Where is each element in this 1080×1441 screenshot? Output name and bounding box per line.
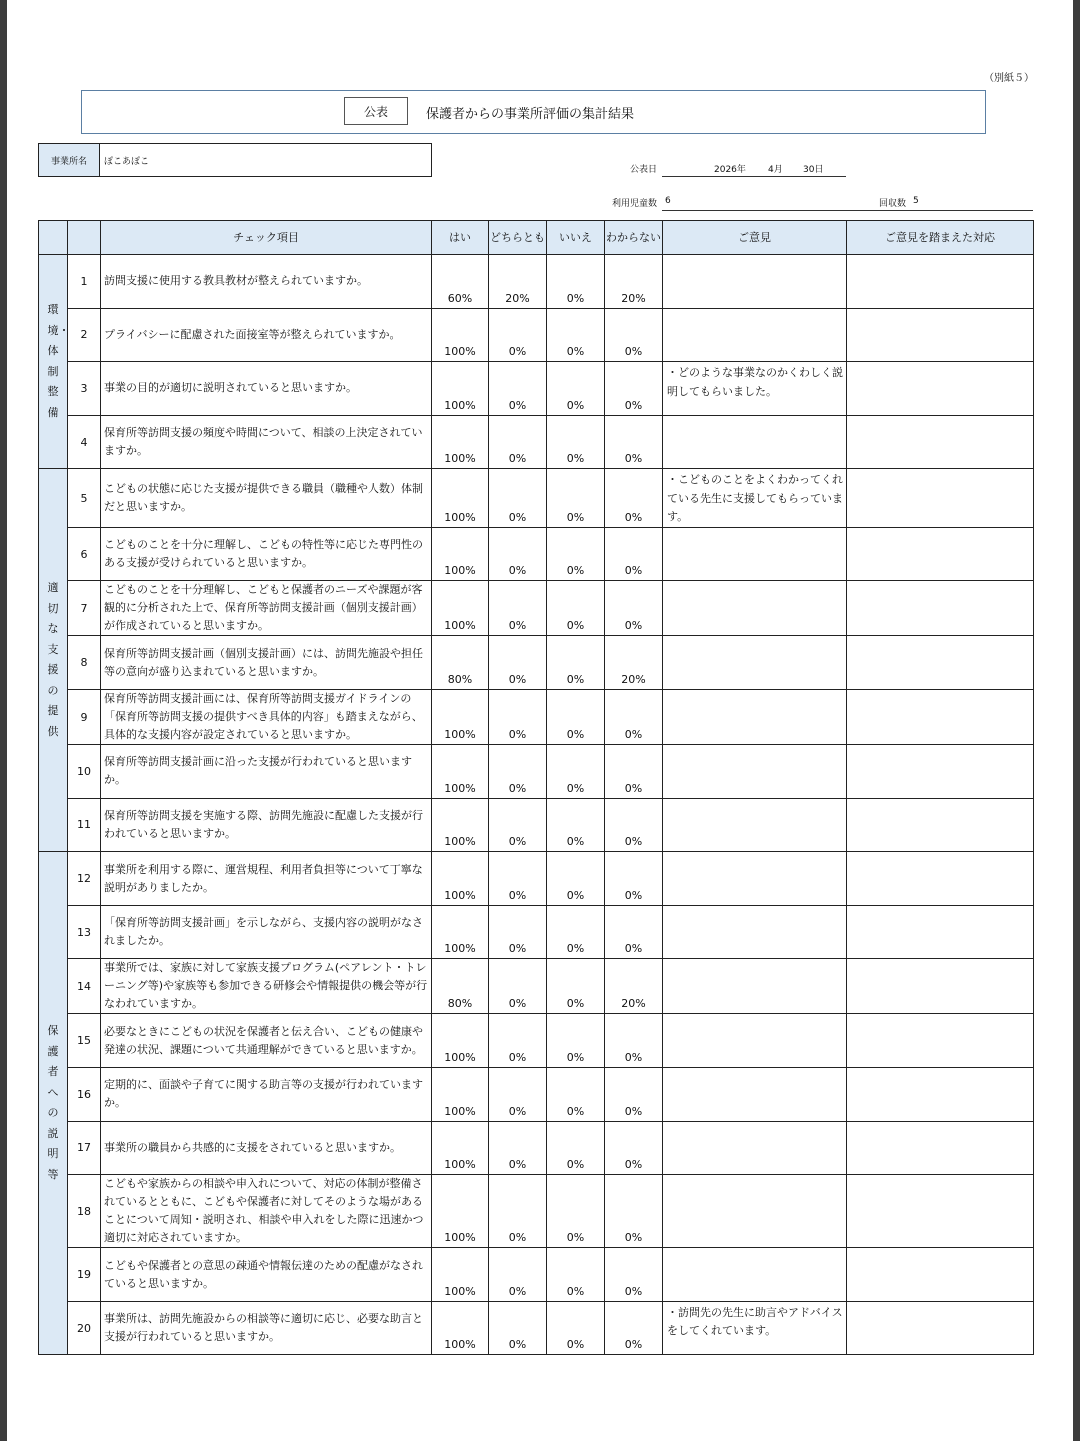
- neither-percent: 20%: [489, 255, 547, 309]
- table-row: [39, 852, 1034, 906]
- table-row: [39, 798, 1034, 852]
- neither-percent: 0%: [489, 581, 547, 636]
- opinion-text: [663, 1014, 847, 1068]
- yes-percent: 100%: [432, 527, 489, 581]
- opinion-text: [663, 636, 847, 690]
- opinion-text: [663, 1248, 847, 1302]
- row-number: 15: [68, 1014, 101, 1068]
- opinion-text: [663, 959, 847, 1014]
- no-percent: 0%: [547, 798, 605, 852]
- no-percent: 0%: [547, 527, 605, 581]
- question-text: 訪問支援に使用する教具教材が整えられていますか。: [101, 255, 432, 309]
- no-percent: 0%: [547, 415, 605, 469]
- response-text: [847, 690, 1034, 745]
- row-number: 20: [68, 1301, 101, 1355]
- yes-percent: 100%: [432, 905, 489, 959]
- table-row: [39, 362, 1034, 416]
- question-text: プライバシーに配慮された面接室等が整えられていますか。: [101, 308, 432, 362]
- table-row: [39, 959, 1034, 1014]
- no-percent: 0%: [547, 852, 605, 906]
- neither-percent: 0%: [489, 308, 547, 362]
- yes-percent: 80%: [432, 959, 489, 1014]
- question-text: 必要なときにこどもの状況を保護者と伝え合い、こどもの健康や発達の状況、課題について共通理解ができていると思いますか。: [101, 1014, 432, 1068]
- neither-percent: 0%: [489, 1068, 547, 1122]
- question-text: 定期的に、面談や子育てに関する助言等の支援が行われていますか。: [101, 1068, 432, 1122]
- unknown-percent: 0%: [605, 1121, 663, 1175]
- neither-percent: 0%: [489, 905, 547, 959]
- neither-percent: 0%: [489, 690, 547, 745]
- response-text: [847, 1248, 1034, 1302]
- response-text: [847, 959, 1034, 1014]
- unknown-percent: 20%: [605, 636, 663, 690]
- header-category: [39, 221, 68, 255]
- opinion-text: [663, 1068, 847, 1122]
- page-title: 保護者からの事業所評価の集計結果: [426, 107, 635, 122]
- yes-percent: 100%: [432, 1121, 489, 1175]
- response-text: [847, 745, 1034, 799]
- unknown-percent: 0%: [605, 745, 663, 799]
- table-row: [39, 636, 1034, 690]
- neither-percent: 0%: [489, 1014, 547, 1068]
- question-text: こどものことを十分理解し、こどもと保護者のニーズや課題が客観的に分析された上で、保育所等訪問支援計画（個別支援計画）が作成されていると思いますか。: [101, 581, 432, 636]
- category-label: 保護者への説明等: [47, 1024, 59, 1181]
- neither-percent: 0%: [489, 745, 547, 799]
- no-percent: 0%: [547, 636, 605, 690]
- neither-percent: 0%: [489, 362, 547, 416]
- yes-percent: 100%: [432, 1175, 489, 1248]
- opinion-text: [663, 1175, 847, 1248]
- table-header-row: [39, 221, 1034, 255]
- table-row: [39, 745, 1034, 799]
- yes-percent: 100%: [432, 362, 489, 416]
- neither-percent: 0%: [489, 1301, 547, 1355]
- yes-percent: 100%: [432, 1301, 489, 1355]
- no-percent: 0%: [547, 1014, 605, 1068]
- no-percent: 0%: [547, 1068, 605, 1122]
- no-percent: 0%: [547, 745, 605, 799]
- unknown-percent: 0%: [605, 581, 663, 636]
- response-text: [847, 852, 1034, 906]
- yes-percent: 100%: [432, 581, 489, 636]
- publication-tag: 公表: [344, 97, 408, 125]
- unknown-percent: 0%: [605, 1175, 663, 1248]
- response-text: [847, 1014, 1034, 1068]
- yes-percent: 100%: [432, 690, 489, 745]
- row-number: 4: [68, 415, 101, 469]
- row-number: 3: [68, 362, 101, 416]
- table-row: [39, 1121, 1034, 1175]
- opinion-text: [663, 798, 847, 852]
- evaluation-table: [38, 220, 1034, 1355]
- no-percent: 0%: [547, 959, 605, 1014]
- neither-percent: 0%: [489, 469, 547, 528]
- unknown-percent: 0%: [605, 308, 663, 362]
- table-row: [39, 308, 1034, 362]
- unknown-percent: 0%: [605, 362, 663, 416]
- opinion-text: [663, 690, 847, 745]
- opinion-text: [663, 1121, 847, 1175]
- opinion-text: [663, 415, 847, 469]
- office-name-value: ぽこあぽこ: [99, 143, 432, 177]
- publication-day: 30日: [803, 165, 824, 175]
- row-number: 19: [68, 1248, 101, 1302]
- response-text: [847, 905, 1034, 959]
- neither-percent: 0%: [489, 527, 547, 581]
- counts-underline: [662, 210, 1033, 211]
- row-number: 5: [68, 469, 101, 528]
- unknown-percent: 0%: [605, 1068, 663, 1122]
- unknown-percent: 0%: [605, 1014, 663, 1068]
- header-response: ご意見を踏まえた対応: [847, 221, 1034, 255]
- unknown-percent: 0%: [605, 527, 663, 581]
- row-number: 1: [68, 255, 101, 309]
- header-yes: はい: [432, 221, 489, 255]
- response-text: [847, 308, 1034, 362]
- no-percent: 0%: [547, 581, 605, 636]
- category-label: 適切な支援の提供: [47, 581, 59, 738]
- question-text: 事業所を利用する際に、運営規程、利用者負担等について丁寧な説明がありましたか。: [101, 852, 432, 906]
- neither-percent: 0%: [489, 1121, 547, 1175]
- table-row: [39, 905, 1034, 959]
- neither-percent: 0%: [489, 415, 547, 469]
- yes-percent: 100%: [432, 852, 489, 906]
- table-row: [39, 1248, 1034, 1302]
- response-text: [847, 1121, 1034, 1175]
- opinion-text: [663, 852, 847, 906]
- category-cell: [39, 255, 68, 469]
- table-row: [39, 415, 1034, 469]
- unknown-percent: 20%: [605, 959, 663, 1014]
- header-check-item: チェック項目: [101, 221, 432, 255]
- children-count-label: 利用児童数: [612, 199, 658, 209]
- unknown-percent: 0%: [605, 415, 663, 469]
- page-left-border: [0, 0, 7, 1441]
- table-row: [39, 469, 1034, 528]
- table-row: [39, 1014, 1034, 1068]
- yes-percent: 100%: [432, 415, 489, 469]
- category-cell: [39, 469, 68, 852]
- opinion-text: [663, 745, 847, 799]
- yes-percent: 100%: [432, 798, 489, 852]
- children-count-value: 6: [665, 196, 671, 206]
- no-percent: 0%: [547, 255, 605, 309]
- response-text: [847, 581, 1034, 636]
- row-number: 10: [68, 745, 101, 799]
- question-text: こどもや家族からの相談や申入れについて、対応の体制が整備されているとともに、こどもや保護者に対してそのような場があることについて周知・説明され、相談や申入れをした際に迅速かつ適切に対応されていますか。: [101, 1175, 432, 1248]
- row-number: 12: [68, 852, 101, 906]
- question-text: こどもの状態に応じた支援が提供できる職員（職種や人数）体制だと思いますか。: [101, 469, 432, 528]
- yes-percent: 100%: [432, 469, 489, 528]
- yes-percent: 100%: [432, 308, 489, 362]
- table-row: [39, 1301, 1034, 1355]
- row-number: 17: [68, 1121, 101, 1175]
- no-percent: 0%: [547, 469, 605, 528]
- yes-percent: 100%: [432, 745, 489, 799]
- question-text: 保育所等訪問支援計画（個別支援計画）には、訪問先施設や担任等の意向が盛り込まれていると思いますか。: [101, 636, 432, 690]
- question-text: 保育所等訪問支援の頻度や時間について、相談の上決定されていますか。: [101, 415, 432, 469]
- question-text: 「保育所等訪問支援計画」を示しながら、支援内容の説明がなされましたか。: [101, 905, 432, 959]
- yes-percent: 80%: [432, 636, 489, 690]
- question-text: こどもや保護者との意思の疎通や情報伝達のための配慮がなされていると思いますか。: [101, 1248, 432, 1302]
- neither-percent: 0%: [489, 1175, 547, 1248]
- opinion-text: [663, 905, 847, 959]
- header-unknown: わからない: [605, 221, 663, 255]
- row-number: 7: [68, 581, 101, 636]
- question-text: 保育所等訪問支援を実施する際、訪問先施設に配慮した支援が行われていると思いますか。: [101, 798, 432, 852]
- yes-percent: 100%: [432, 1014, 489, 1068]
- table-row: [39, 1068, 1034, 1122]
- response-text: [847, 1175, 1034, 1248]
- unknown-percent: 20%: [605, 255, 663, 309]
- collected-count-label: 回収数: [879, 199, 907, 209]
- neither-percent: 0%: [489, 852, 547, 906]
- unknown-percent: 0%: [605, 905, 663, 959]
- category-cell: [39, 852, 68, 1355]
- question-text: 事業所は、訪問先施設からの相談等に適切に応じ、必要な助言と支援が行われていると思いますか。: [101, 1301, 432, 1355]
- neither-percent: 0%: [489, 798, 547, 852]
- response-text: [847, 255, 1034, 309]
- opinion-text: [663, 255, 847, 309]
- publication-month: 4月: [768, 165, 783, 175]
- header-number: [68, 221, 101, 255]
- response-text: [847, 798, 1034, 852]
- row-number: 11: [68, 798, 101, 852]
- unknown-percent: 0%: [605, 798, 663, 852]
- question-text: こどものことを十分に理解し、こどもの特性等に応じた専門性のある支援が受けられていると思いますか。: [101, 527, 432, 581]
- row-number: 18: [68, 1175, 101, 1248]
- response-text: [847, 636, 1034, 690]
- unknown-percent: 0%: [605, 1248, 663, 1302]
- opinion-text: ・こどものことをよくわかってくれている先生に支援してもらっています。: [663, 469, 847, 528]
- page-right-border: [1073, 0, 1080, 1441]
- yes-percent: 100%: [432, 1248, 489, 1302]
- office-name-label: 事業所名: [38, 143, 100, 177]
- publication-date-underline: [662, 176, 846, 177]
- question-text: 事業の目的が適切に説明されていると思いますか。: [101, 362, 432, 416]
- row-number: 9: [68, 690, 101, 745]
- table-row: [39, 690, 1034, 745]
- attachment-note: （別紙５）: [984, 73, 1034, 84]
- yes-percent: 100%: [432, 1068, 489, 1122]
- header-neither: どちらとも: [489, 221, 547, 255]
- no-percent: 0%: [547, 1175, 605, 1248]
- row-number: 16: [68, 1068, 101, 1122]
- no-percent: 0%: [547, 1301, 605, 1355]
- unknown-percent: 0%: [605, 852, 663, 906]
- unknown-percent: 0%: [605, 469, 663, 528]
- no-percent: 0%: [547, 362, 605, 416]
- row-number: 13: [68, 905, 101, 959]
- header-no: いいえ: [547, 221, 605, 255]
- no-percent: 0%: [547, 1248, 605, 1302]
- publication-date-label: 公表日: [630, 165, 658, 175]
- opinion-text: ・訪問先の先生に助言やアドバイスをしてくれています。: [663, 1301, 847, 1355]
- response-text: [847, 469, 1034, 528]
- response-text: [847, 527, 1034, 581]
- no-percent: 0%: [547, 308, 605, 362]
- question-text: 事業所では、家族に対して家族支援プログラム(ペアレント・トレーニング等)や家族等も参加できる研修会や情報提供の機会等が行なわれていますか。: [101, 959, 432, 1014]
- unknown-percent: 0%: [605, 1301, 663, 1355]
- row-number: 14: [68, 959, 101, 1014]
- title-frame: [81, 90, 986, 134]
- opinion-text: [663, 308, 847, 362]
- publication-year: 2026年: [714, 165, 746, 175]
- header-opinion: ご意見: [663, 221, 847, 255]
- opinion-text: [663, 581, 847, 636]
- question-text: 保育所等訪問支援計画に沿った支援が行われていると思いますか。: [101, 745, 432, 799]
- row-number: 6: [68, 527, 101, 581]
- question-text: 保育所等訪問支援計画には、保育所等訪問支援ガイドラインの「保育所等訪問支援の提供すべき具体的内容」も踏まえながら、具体的な支援内容が設定されていると思いますか。: [101, 690, 432, 745]
- collected-count-value: 5: [913, 196, 919, 206]
- response-text: [847, 415, 1034, 469]
- table-row: [39, 527, 1034, 581]
- neither-percent: 0%: [489, 636, 547, 690]
- no-percent: 0%: [547, 905, 605, 959]
- neither-percent: 0%: [489, 1248, 547, 1302]
- table-row: [39, 1175, 1034, 1248]
- response-text: [847, 1068, 1034, 1122]
- category-label: 環境・体制整備: [47, 303, 70, 419]
- row-number: 8: [68, 636, 101, 690]
- opinion-text: [663, 527, 847, 581]
- no-percent: 0%: [547, 1121, 605, 1175]
- opinion-text: ・どのような事業なのかくわしく説明してもらいました。: [663, 362, 847, 416]
- table-row: [39, 255, 1034, 309]
- neither-percent: 0%: [489, 959, 547, 1014]
- table-row: [39, 581, 1034, 636]
- row-number: 2: [68, 308, 101, 362]
- no-percent: 0%: [547, 690, 605, 745]
- response-text: [847, 1301, 1034, 1355]
- yes-percent: 60%: [432, 255, 489, 309]
- unknown-percent: 0%: [605, 690, 663, 745]
- question-text: 事業所の職員から共感的に支援をされていると思いますか。: [101, 1121, 432, 1175]
- response-text: [847, 362, 1034, 416]
